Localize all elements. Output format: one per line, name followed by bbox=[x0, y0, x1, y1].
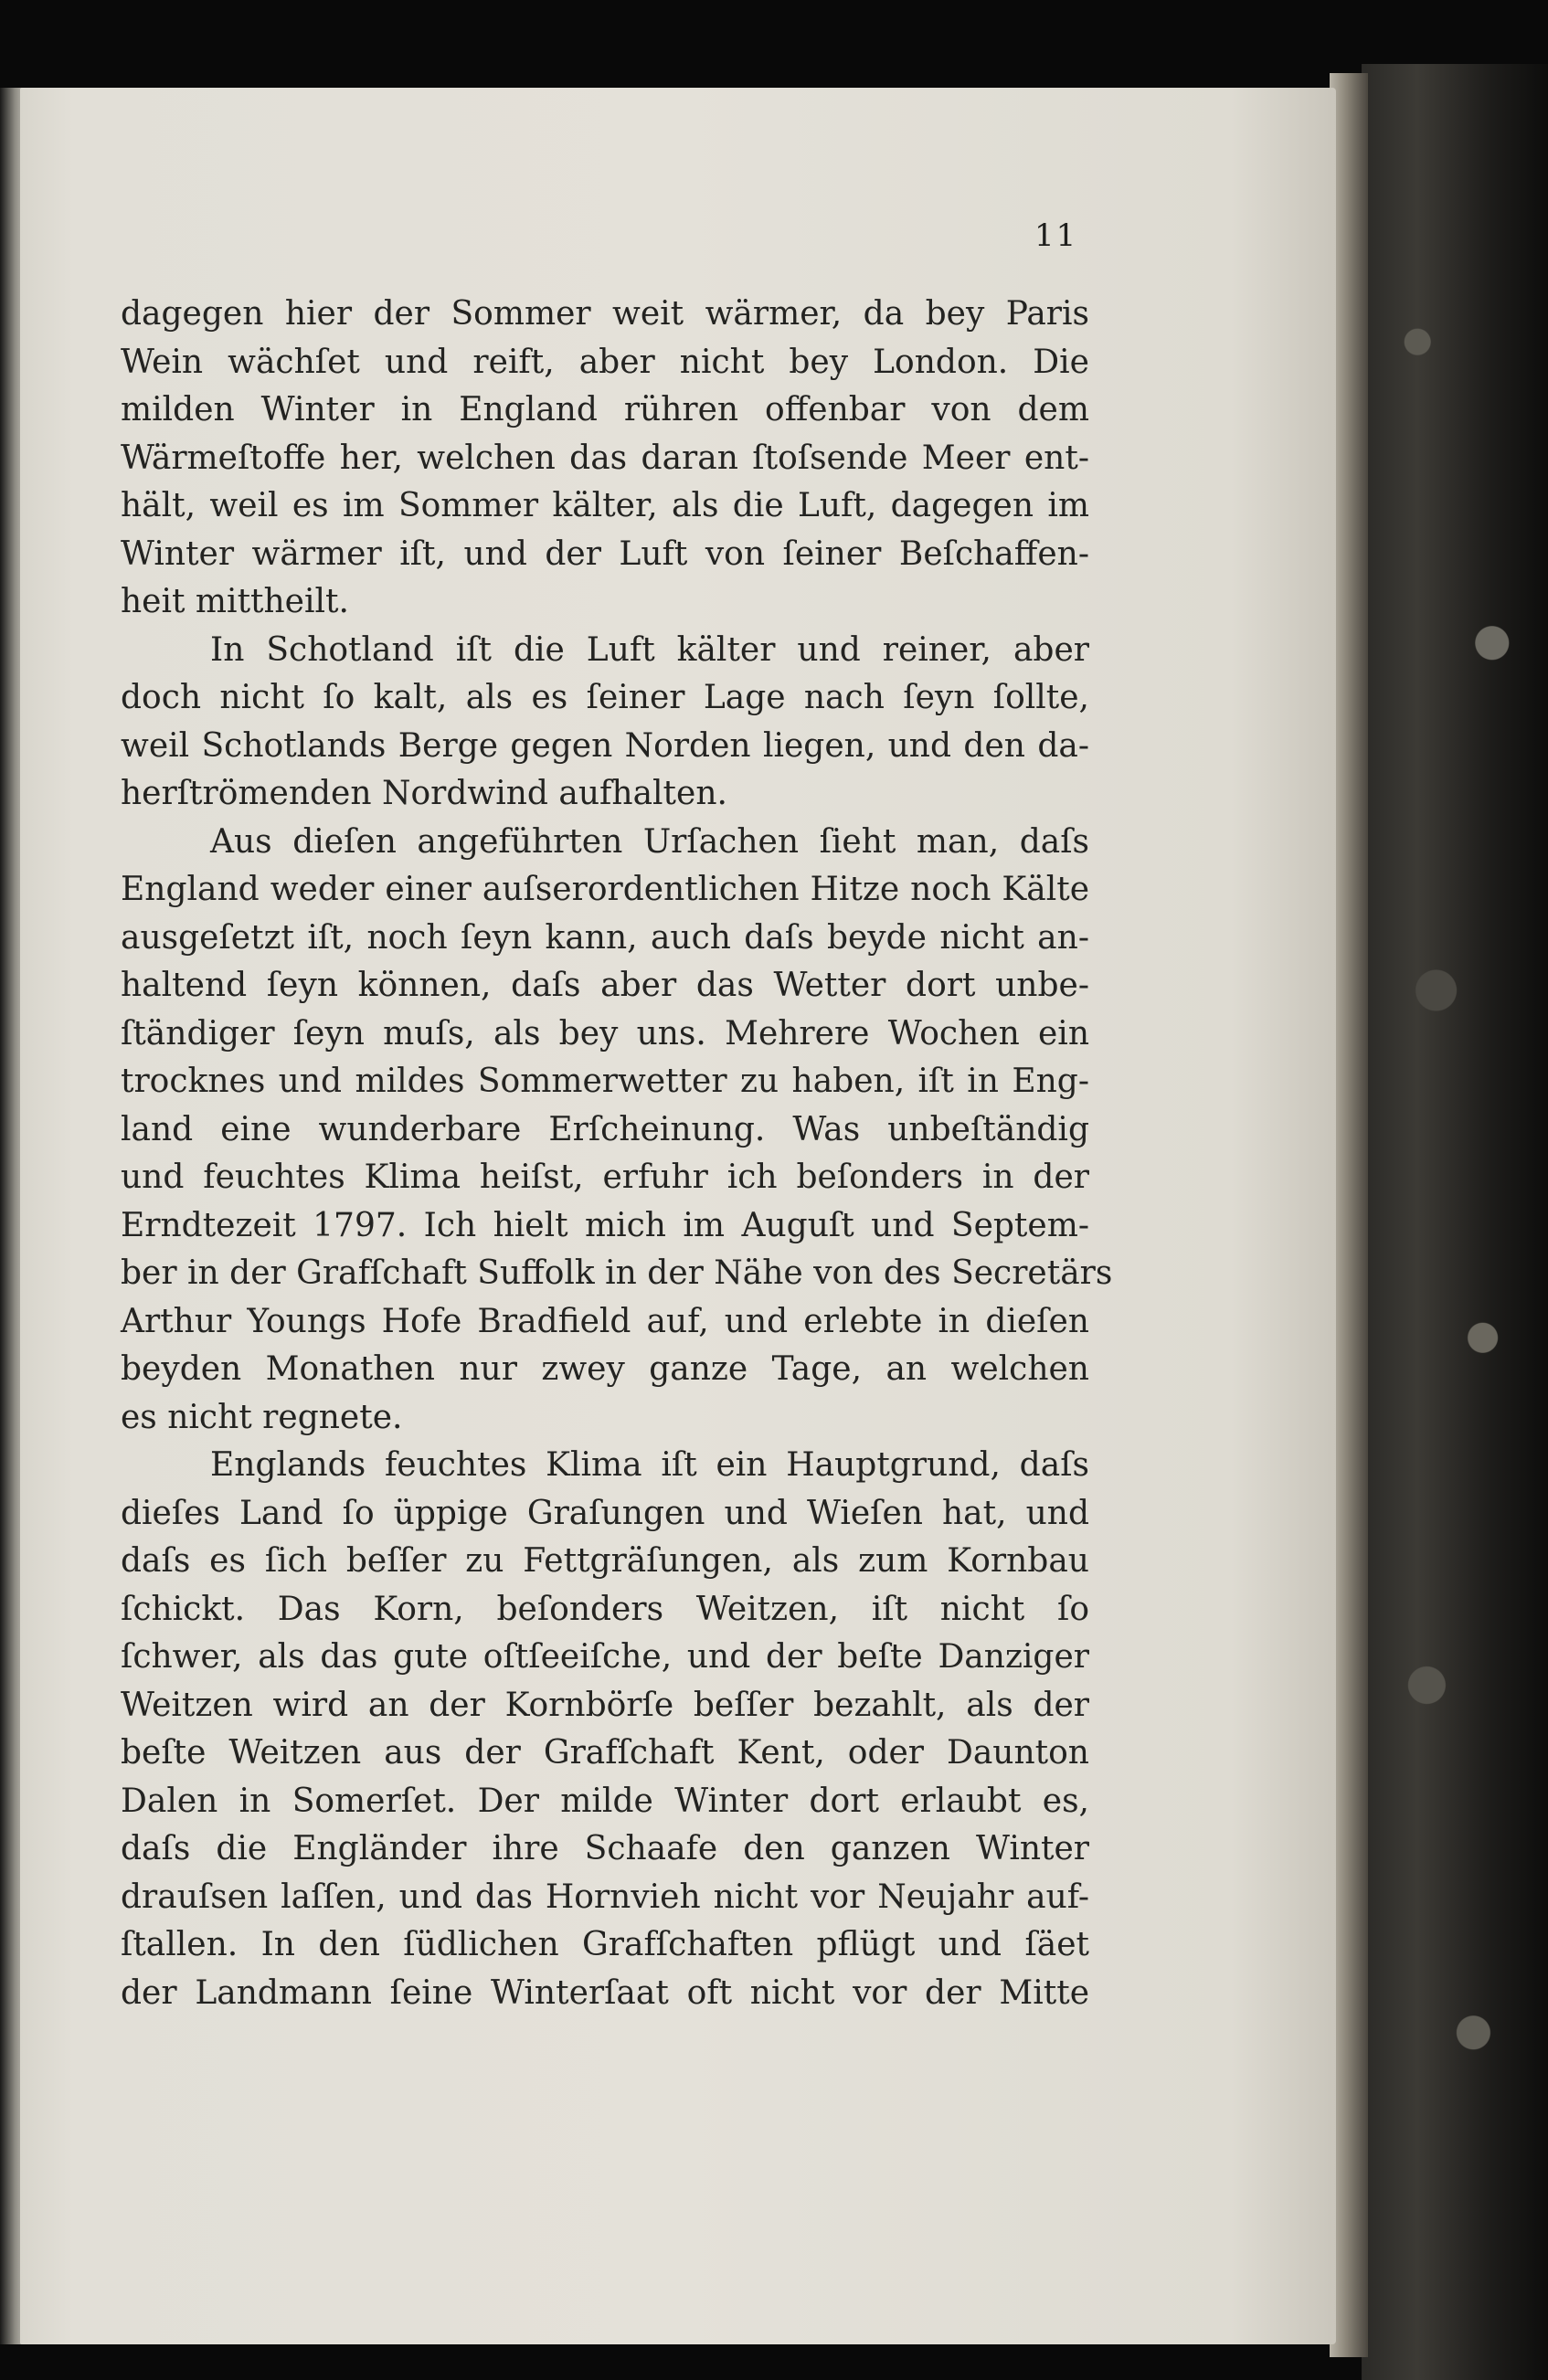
text-line: In Schotland iſt die Luft kälter und reiner, aber bbox=[210, 630, 1089, 669]
text-line: Erndtezeit 1797. Ich hielt mich im Auguſt und Septem- bbox=[121, 1206, 1089, 1244]
text-line: ausgeſetzt iſt, noch ſeyn kann, auch daſs beyde nicht an- bbox=[121, 918, 1089, 957]
text-line: daſs es ſich beſſer zu Fettgräſungen, als zum Kornbau bbox=[121, 1542, 1089, 1580]
text-line: drauſsen laſſen, und das Hornvieh nicht vor Neujahr auf- bbox=[121, 1878, 1089, 1916]
text-line: ber in der Grafſchaft Suffolk in der Nähe von des Secretärs bbox=[121, 1254, 1113, 1292]
text-line: daſs die Engländer ihre Schaafe den ganzen Winter bbox=[121, 1830, 1089, 1867]
text-line: England weder einer auſserordentlichen Hitze noch Kälte bbox=[121, 871, 1089, 908]
text-line: beſte Weitzen aus der Grafſchaft Kent, oder Daunton bbox=[121, 1734, 1089, 1772]
page-number: 11 bbox=[1034, 217, 1078, 254]
text-line: Winter wärmer iſt, und der Luft von ſeiner Beſchaffen- bbox=[121, 534, 1089, 573]
text-line: es nicht regnete. bbox=[121, 1398, 403, 1436]
text-line: dieſes Land ſo üppige Graſungen und Wieſen hat, und bbox=[121, 1494, 1089, 1532]
text-line: der Landmann ſeine Winterſaat oft nicht vor der Mitte bbox=[121, 1973, 1089, 2012]
text-line: doch nicht ſo kalt, als es ſeiner Lage nach ſeyn ſollte, bbox=[121, 679, 1089, 716]
page-text bbox=[121, 291, 1113, 2017]
text-line: Dalen in Somerſet. Der milde Winter dort erlaubt es, bbox=[121, 1782, 1089, 1820]
text-line: heit mittheilt. bbox=[121, 583, 349, 620]
text-line: milden Winter in England rühren offenbar von dem bbox=[121, 391, 1089, 428]
text-line: ſtändiger ſeyn muſs, als bey uns. Mehrere Wochen ein bbox=[121, 1014, 1089, 1052]
text-line: herſtrömenden Nordwind aufhalten. bbox=[121, 775, 727, 812]
text-line: Wein wächſet und reift, aber nicht bey London. Die bbox=[121, 343, 1089, 381]
text-line: ſchwer, als das gute oſtſeeiſche, und der beſte Danziger bbox=[121, 1638, 1089, 1676]
text-line: ſtallen. In den ſüdlichen Grafſchaften pflügt und ſäet bbox=[121, 1926, 1089, 1963]
text-line: Englands feuchtes Klima iſt ein Hauptgrund, daſs bbox=[210, 1446, 1089, 1484]
text-line: und feuchtes Klima heiſst, erfuhr ich beſonders in der bbox=[121, 1158, 1089, 1196]
text-line: dagegen hier der Sommer weit wärmer, da bey Paris bbox=[121, 295, 1089, 333]
text-line: land eine wunderbare Erſcheinung. Was unbeſtändig bbox=[121, 1110, 1089, 1148]
text-line: haltend ſeyn können, daſs aber das Wetter dort unbe- bbox=[121, 967, 1089, 1004]
text-line: Arthur Youngs Hofe Bradfield auf, und erlebte in dieſen bbox=[121, 1302, 1089, 1340]
text-line: trocknes und mildes Sommerwetter zu haben, iſt in Eng- bbox=[121, 1063, 1089, 1100]
text-line: ſchickt. Das Korn, beſonders Weitzen, iſt nicht ſo bbox=[121, 1590, 1089, 1628]
text-line: Wärmeſtoffe her, welchen das daran ſtoſsende Meer ent- bbox=[121, 439, 1089, 477]
text-line: beyden Monathen nur zwey ganze Tage, an welchen bbox=[121, 1350, 1089, 1388]
text-line: Weitzen wird an der Kornbörſe beſſer bezahlt, als der bbox=[121, 1686, 1089, 1724]
text-line: hält, weil es im Sommer kälter, als die Luft, dagegen im bbox=[121, 487, 1089, 524]
book-cover-marbled bbox=[1362, 64, 1548, 2380]
text-line: weil Schotlands Berge gegen Norden liegen, und den da- bbox=[121, 726, 1089, 765]
text-line: Aus dieſen angeführten Urſachen ſieht man, daſs bbox=[210, 822, 1089, 861]
